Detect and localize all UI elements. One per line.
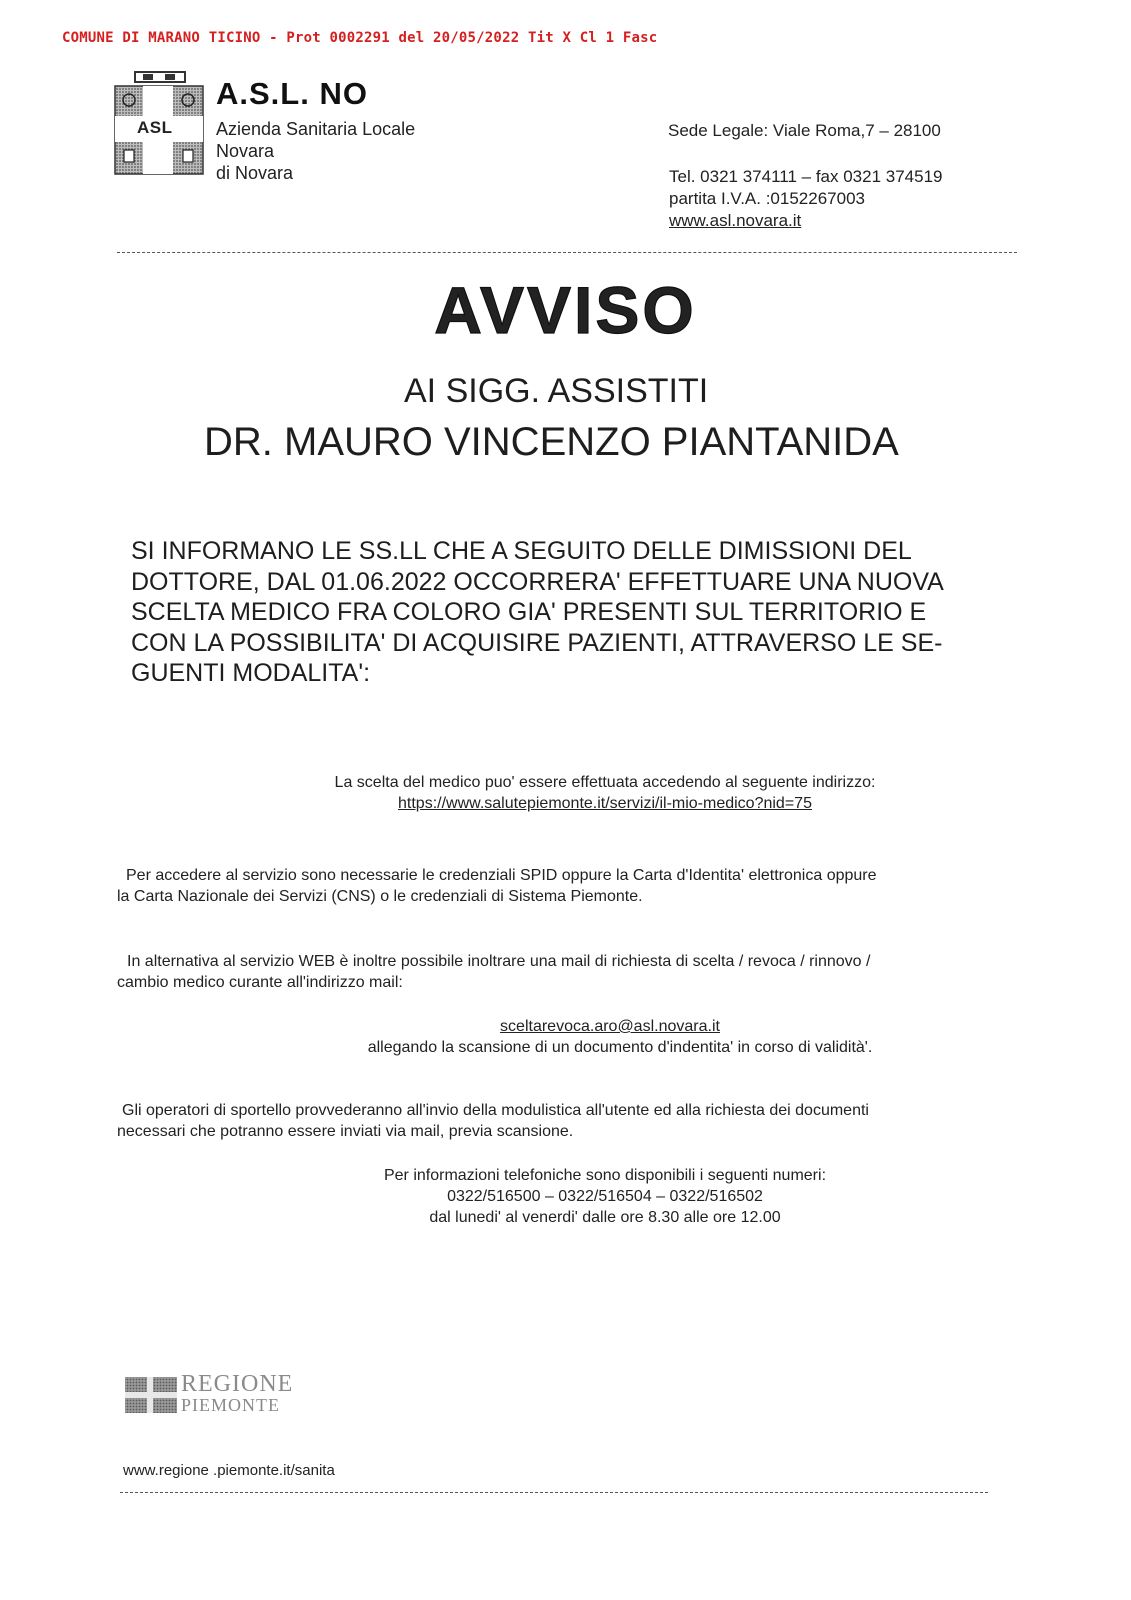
regione-website-link[interactable]: www.regione .piemonte.it/sanita: [123, 1462, 335, 1479]
alternative-paragraph: [117, 951, 870, 993]
phone-intro: Per informazioni telefoniche sono disponibili i seguenti numeri:: [383, 1167, 827, 1184]
email-link[interactable]: sceltarevoca.aro@asl.novara.it: [500, 1018, 720, 1035]
asl-description: [216, 118, 415, 184]
asl-line-1: Azienda Sanitaria Locale: [216, 119, 416, 139]
info-line: GUENTI MODALITA':: [131, 659, 371, 687]
asl-line-3: di Novara: [216, 163, 294, 183]
credentials-line: Per accedere al servizio sono necessarie le credenziali SPID oppure la Carta d'Identita' elettronica oppure: [126, 867, 877, 884]
asl-logo: [113, 70, 205, 176]
web-intro: La scelta del medico puo' essere effettuata accedendo al seguente indirizzo:: [334, 774, 876, 791]
notice-title: AVVISO: [434, 273, 697, 347]
regione-line-2: PIEMONTE: [181, 1395, 280, 1415]
info-line: SCELTA MEDICO FRA COLORO GIA' PRESENTI SUL TERRITORIO E: [131, 598, 927, 626]
operators-paragraph: [117, 1100, 869, 1142]
phone-numbers: 0322/516500 – 0322/516504 – 0322/516502: [447, 1188, 763, 1205]
asl-line-2: Novara: [216, 141, 275, 161]
protocol-stamp: COMUNE DI MARANO TICINO - Prot 0002291 del 20/05/2022 Tit X Cl 1 Fasc: [62, 30, 658, 46]
footer-divider: [120, 1492, 988, 1493]
web-service-link[interactable]: https://www.salutepiemonte.it/servizi/il-mio-medico?nid=75: [398, 795, 812, 812]
info-line: CON LA POSSIBILITA' DI ACQUISIRE PAZIENTI, ATTRAVERSO LE SE-: [131, 628, 943, 657]
info-line: DOTTORE, DAL 01.06.2022 OCCORRERA' EFFETTUARE UNA NUOVA: [131, 567, 944, 596]
asl-website-link[interactable]: www.asl.novara.it: [669, 211, 802, 230]
asl-title: A.S.L. NO: [216, 76, 368, 111]
alternative-line: In alternativa al servizio WEB è inoltre possibile inoltrare una mail di richiesta di scelta / revoca / rinnovo /: [127, 953, 871, 970]
header-divider: [117, 252, 1017, 253]
alternative-line: cambio medico curante all'indirizzo mail:: [117, 974, 403, 991]
email-section: [280, 1016, 960, 1058]
operators-line: necessari che potranno essere inviati via mail, previa scansione.: [117, 1123, 574, 1140]
attach-note: allegando la scansione di un documento d'indentita' in corso di validità'.: [367, 1039, 873, 1056]
vat-number: partita I.V.A. :0152267003: [669, 189, 865, 208]
phone-fax: Tel. 0321 374111 – fax 0321 374519: [669, 167, 943, 186]
notice-subtitle: AI SIGG. ASSISTITI: [404, 372, 709, 410]
regione-line-1: REGIONE: [181, 1371, 294, 1397]
asl-logo-text: ASL: [137, 118, 173, 137]
info-line: SI INFORMANO LE SS.LL CHE A SEGUITO DELLE DIMISSIONI DEL: [131, 537, 912, 565]
contact-block: [669, 166, 943, 232]
web-section: [240, 772, 970, 814]
credentials-line: la Carta Nazionale dei Servizi (CNS) o le credenziali di Sistema Piemonte.: [117, 888, 643, 905]
phone-section: [300, 1165, 910, 1228]
notice-information: [131, 536, 1031, 689]
regione-piemonte-logo: [123, 1371, 303, 1415]
credentials-paragraph: [117, 865, 877, 907]
sede-legale: Sede Legale: Viale Roma,7 – 28100: [668, 121, 941, 140]
operators-line: Gli operatori di sportello provvederanno all'invio della modulistica all'utente ed alla richiesta dei documenti: [122, 1102, 869, 1119]
doctor-name: DR. MAURO VINCENZO PIANTANIDA: [204, 420, 899, 464]
phone-hours: dal lunedi' al venerdi' dalle ore 8.30 alle ore 12.00: [429, 1209, 781, 1226]
